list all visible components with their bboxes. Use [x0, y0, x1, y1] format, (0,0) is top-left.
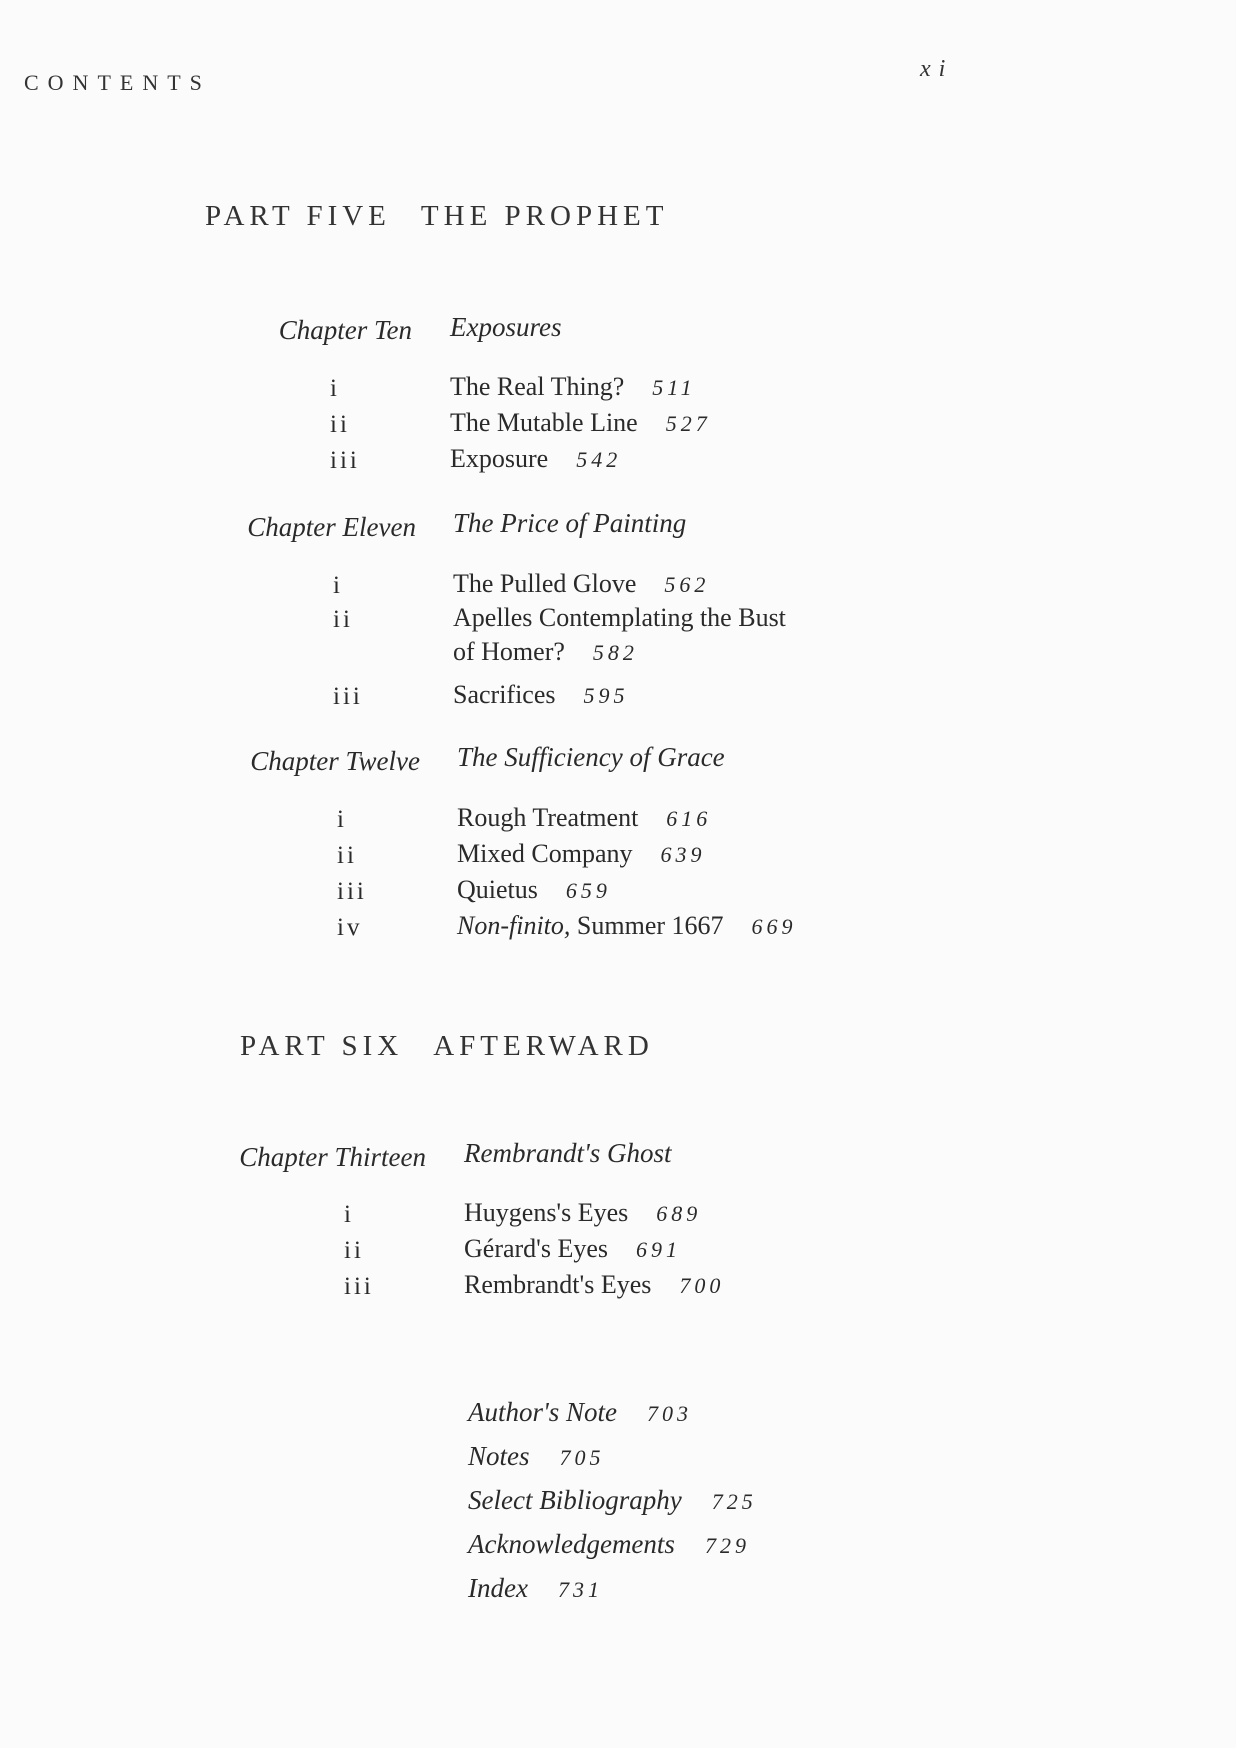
back-matter-item[interactable]: [468, 1434, 757, 1478]
chapter-title: The Sufficiency of Grace: [457, 742, 725, 772]
section-title: Quietus: [457, 875, 538, 904]
part-title: AFTERWARD: [433, 1030, 654, 1062]
page-ref: 729: [704, 1533, 750, 1558]
back-matter-item[interactable]: [468, 1478, 757, 1522]
section-title: Gérard's Eyes: [464, 1234, 609, 1263]
section-title: The Mutable Line: [450, 408, 638, 437]
section-numeral: iii: [330, 447, 360, 474]
chapter-title: The Price of Painting: [453, 508, 687, 538]
part-heading: [240, 1030, 654, 1063]
section-numeral: iii: [337, 878, 367, 905]
chapter-label: Chapter Eleven: [247, 512, 416, 542]
page-ref: 691: [636, 1237, 682, 1262]
toc-entry[interactable]: [457, 873, 611, 908]
section-numeral: ii: [333, 606, 353, 633]
page-ref: 511: [652, 375, 696, 400]
page-ref: 669: [751, 914, 797, 939]
section-numeral: i: [337, 806, 347, 833]
part-label: PART FIVE: [205, 200, 391, 232]
toc-entry[interactable]: [464, 1268, 724, 1303]
page-ref: 700: [679, 1273, 725, 1298]
section-title: The Pulled Glove: [453, 569, 637, 598]
section-title: Mixed Company: [457, 839, 633, 868]
toc-entry[interactable]: [457, 801, 711, 836]
section-numeral: ii: [337, 842, 357, 869]
section-title-italic: Non-finito,: [457, 911, 571, 940]
section-numeral: iii: [344, 1273, 374, 1300]
back-matter-list: [468, 1390, 757, 1610]
chapter-label: Chapter Twelve: [250, 746, 420, 776]
section-title: Exposure: [450, 444, 549, 473]
page-ref: 582: [592, 640, 638, 665]
chapter-label: Chapter Thirteen: [239, 1142, 426, 1172]
toc-entry[interactable]: [453, 567, 709, 602]
back-matter-item[interactable]: [468, 1522, 757, 1566]
section-numeral: i: [344, 1201, 354, 1228]
part-title: THE PROPHET: [420, 200, 669, 232]
section-numeral: i: [333, 572, 343, 599]
page-ref: 725: [711, 1489, 757, 1514]
toc-entry[interactable]: [450, 442, 621, 477]
page-ref: 616: [666, 806, 712, 831]
page-ref: 703: [647, 1401, 693, 1426]
section-numeral: iii: [333, 683, 363, 710]
running-head: CONTENTS: [24, 70, 211, 95]
section-title: Sacrifices: [453, 680, 556, 709]
page-ref: 542: [576, 447, 622, 472]
chapter-title: Exposures: [450, 312, 562, 342]
back-matter-title: Notes: [468, 1441, 530, 1471]
page-ref: 659: [565, 878, 611, 903]
back-matter-title: Author's Note: [468, 1397, 618, 1427]
toc-entry[interactable]: [453, 601, 786, 670]
section-title: Apelles Contemplating the Bust: [453, 603, 786, 632]
page-ref: 527: [665, 411, 711, 436]
section-title-continued: of Homer?: [453, 637, 565, 666]
page-ref: 689: [656, 1201, 702, 1226]
section-title: Rembrandt's Eyes: [464, 1270, 652, 1299]
back-matter-item[interactable]: [468, 1390, 757, 1434]
toc-entry[interactable]: [450, 406, 711, 441]
part-heading: [205, 200, 668, 233]
back-matter-item[interactable]: [468, 1566, 757, 1610]
section-title: Huygens's Eyes: [464, 1198, 629, 1227]
page-number: xi: [920, 56, 954, 82]
toc-entry[interactable]: [457, 909, 797, 944]
section-numeral: ii: [344, 1237, 364, 1264]
back-matter-title: Select Bibliography: [468, 1485, 682, 1515]
toc-entry[interactable]: [450, 370, 696, 405]
chapter-title: Rembrandt's Ghost: [464, 1138, 672, 1168]
page-ref: 639: [660, 842, 706, 867]
back-matter-title: Acknowledgements: [468, 1529, 675, 1559]
section-numeral: ii: [330, 411, 350, 438]
section-numeral: i: [330, 375, 340, 402]
section-title: The Real Thing?: [450, 372, 625, 401]
part-label: PART SIX: [240, 1030, 404, 1062]
toc-entry[interactable]: [464, 1196, 701, 1231]
toc-entry[interactable]: [453, 678, 629, 713]
section-title: Rough Treatment: [457, 803, 639, 832]
section-title: Summer 1667: [576, 911, 724, 940]
page-ref: 595: [583, 683, 629, 708]
section-numeral: iv: [337, 914, 363, 941]
back-matter-title: Index: [468, 1573, 528, 1603]
toc-entry[interactable]: [464, 1232, 681, 1267]
page-ref: 562: [664, 572, 710, 597]
page-ref: 731: [557, 1577, 603, 1602]
page-ref: 705: [559, 1445, 605, 1470]
toc-entry[interactable]: [457, 837, 706, 872]
chapter-label: Chapter Ten: [278, 315, 412, 345]
